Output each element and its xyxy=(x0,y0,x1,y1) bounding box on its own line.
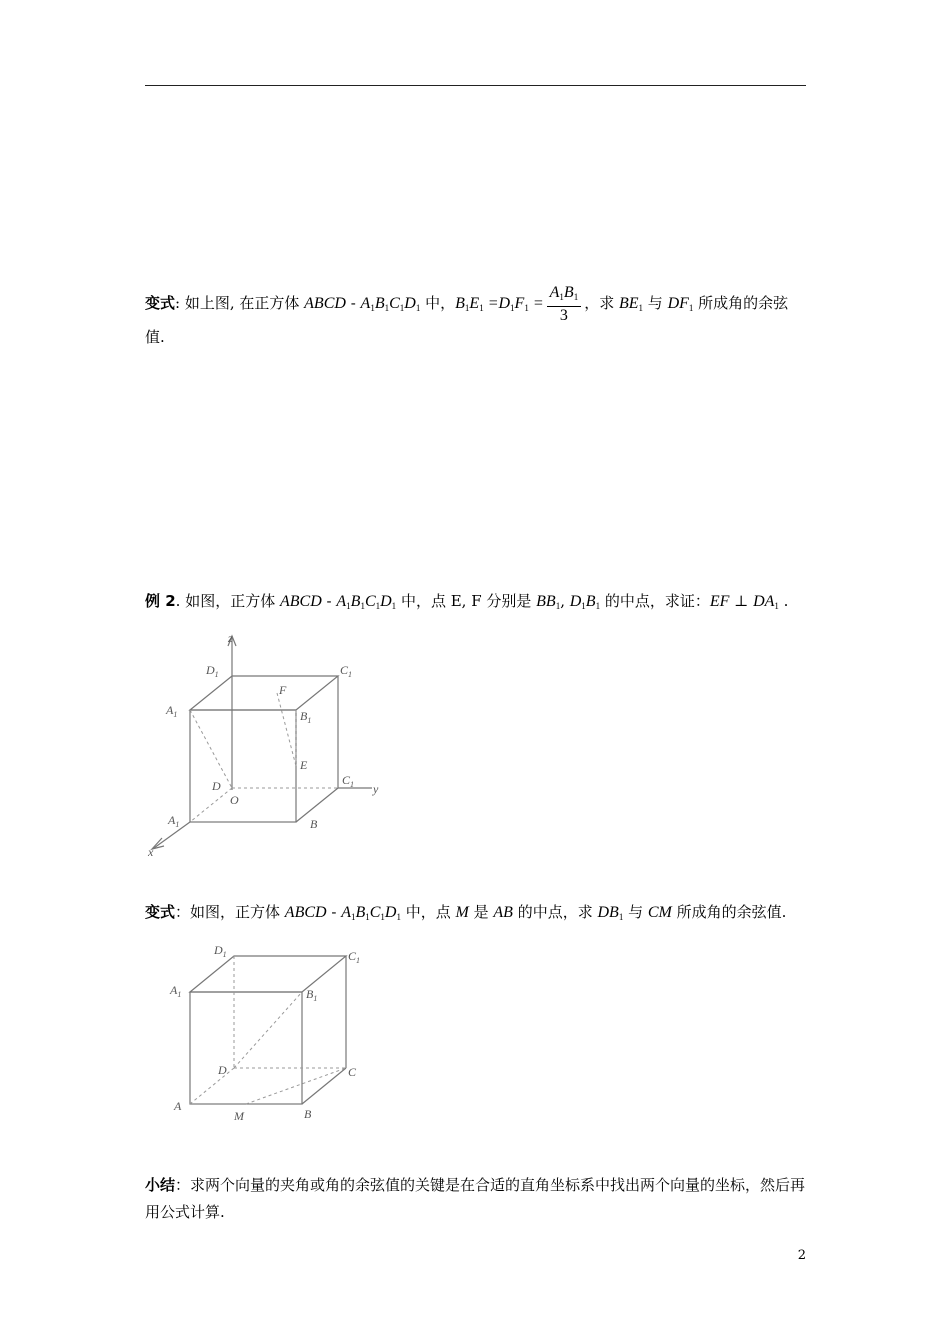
label-d: D xyxy=(218,1063,227,1077)
cube-front-face xyxy=(190,992,302,1104)
label-d1: $D_1$ xyxy=(214,943,227,959)
label-m: M xyxy=(234,1109,244,1123)
x-axis-arrow xyxy=(152,838,164,849)
segment-cm xyxy=(246,1068,346,1104)
hidden-edge-da xyxy=(190,1068,234,1104)
label-d1: $D_1$ xyxy=(206,663,219,679)
label-a1: $A_1$ xyxy=(166,703,178,719)
variant-2-lead: 变式 xyxy=(145,903,176,921)
label-c: C xyxy=(348,1065,357,1079)
example-2-lead: 例 2 xyxy=(145,592,176,610)
summary-lead: 小结 xyxy=(145,1176,176,1194)
variant-2-paragraph: 变式：如图，正方体 ABCD - $A_1B_1C_1D_1$ 中，点 M 是 AB 的中点，求 $DB_1$ 与 CM 所成角的余弦值. xyxy=(145,903,787,922)
label-b: B xyxy=(304,1107,312,1121)
summary-text: ：求两个向量的夹角或角的余弦值的关键是在合适的直角坐标系中找出两个向量的坐标，然后再用公式计算. xyxy=(145,1176,806,1221)
edge-bc xyxy=(302,1068,346,1104)
cube-top-face xyxy=(190,676,338,710)
label-y: y xyxy=(373,782,379,796)
label-z: z xyxy=(228,631,233,645)
label-b: B xyxy=(310,817,318,831)
summary-paragraph xyxy=(145,1172,806,1226)
hidden-edge-da xyxy=(190,788,232,822)
label-f: F xyxy=(279,683,287,697)
label-c1: $C_1$ xyxy=(348,949,361,965)
cube-top-face xyxy=(190,956,346,992)
cube-figure-midpoint xyxy=(150,938,370,1128)
label-a: $A_1$ xyxy=(168,813,180,829)
equation-be1-df1: $B_1E_1 =D_1F_1$ = xyxy=(455,295,544,313)
label-b1: $B_1$ xyxy=(300,709,312,725)
segment-a1d xyxy=(190,710,232,788)
segment-fe xyxy=(277,693,296,766)
label-a: A xyxy=(174,1099,182,1113)
label-a1: $A_1$ xyxy=(170,983,182,999)
label-x: x xyxy=(148,845,154,859)
label-o: O xyxy=(230,793,239,807)
label-e: E xyxy=(300,758,308,772)
label-b1: $B_1$ xyxy=(306,987,318,1003)
variant-1-lead: 变式 xyxy=(145,294,176,312)
header-rule xyxy=(145,85,806,86)
label-d: D xyxy=(212,779,221,793)
label-c1: $C_1$ xyxy=(340,663,353,679)
example-2-paragraph: 例 2. 如图，正方体 ABCD - $A_1B_1C_1D_1$ 中，点 E, F 分别是 $BB_1$, $D_1B_1$ 的中点，求证：EF ⊥ $DA_1$ . xyxy=(145,592,789,611)
fraction-a1b1-over-3: $\frac{A_1B_1}{3}$ xyxy=(547,284,582,324)
cube-front-face xyxy=(190,710,296,822)
segment-db1 xyxy=(234,992,302,1068)
label-c: $C_1$ xyxy=(342,773,355,789)
cube-figure-coordinate xyxy=(140,628,390,860)
page-number: 2 xyxy=(797,1248,806,1263)
variant-1-paragraph: 变式: 如上图, 在正方体 ABCD - $A_1B_1C_1D_1$ 中，$B_1E_1 =D_1F_1$ = $\frac{A_1B_1}{3}$ ，求 $BE_1$ 与 $DF_1$ 所成角的余弦值. xyxy=(145,284,789,346)
